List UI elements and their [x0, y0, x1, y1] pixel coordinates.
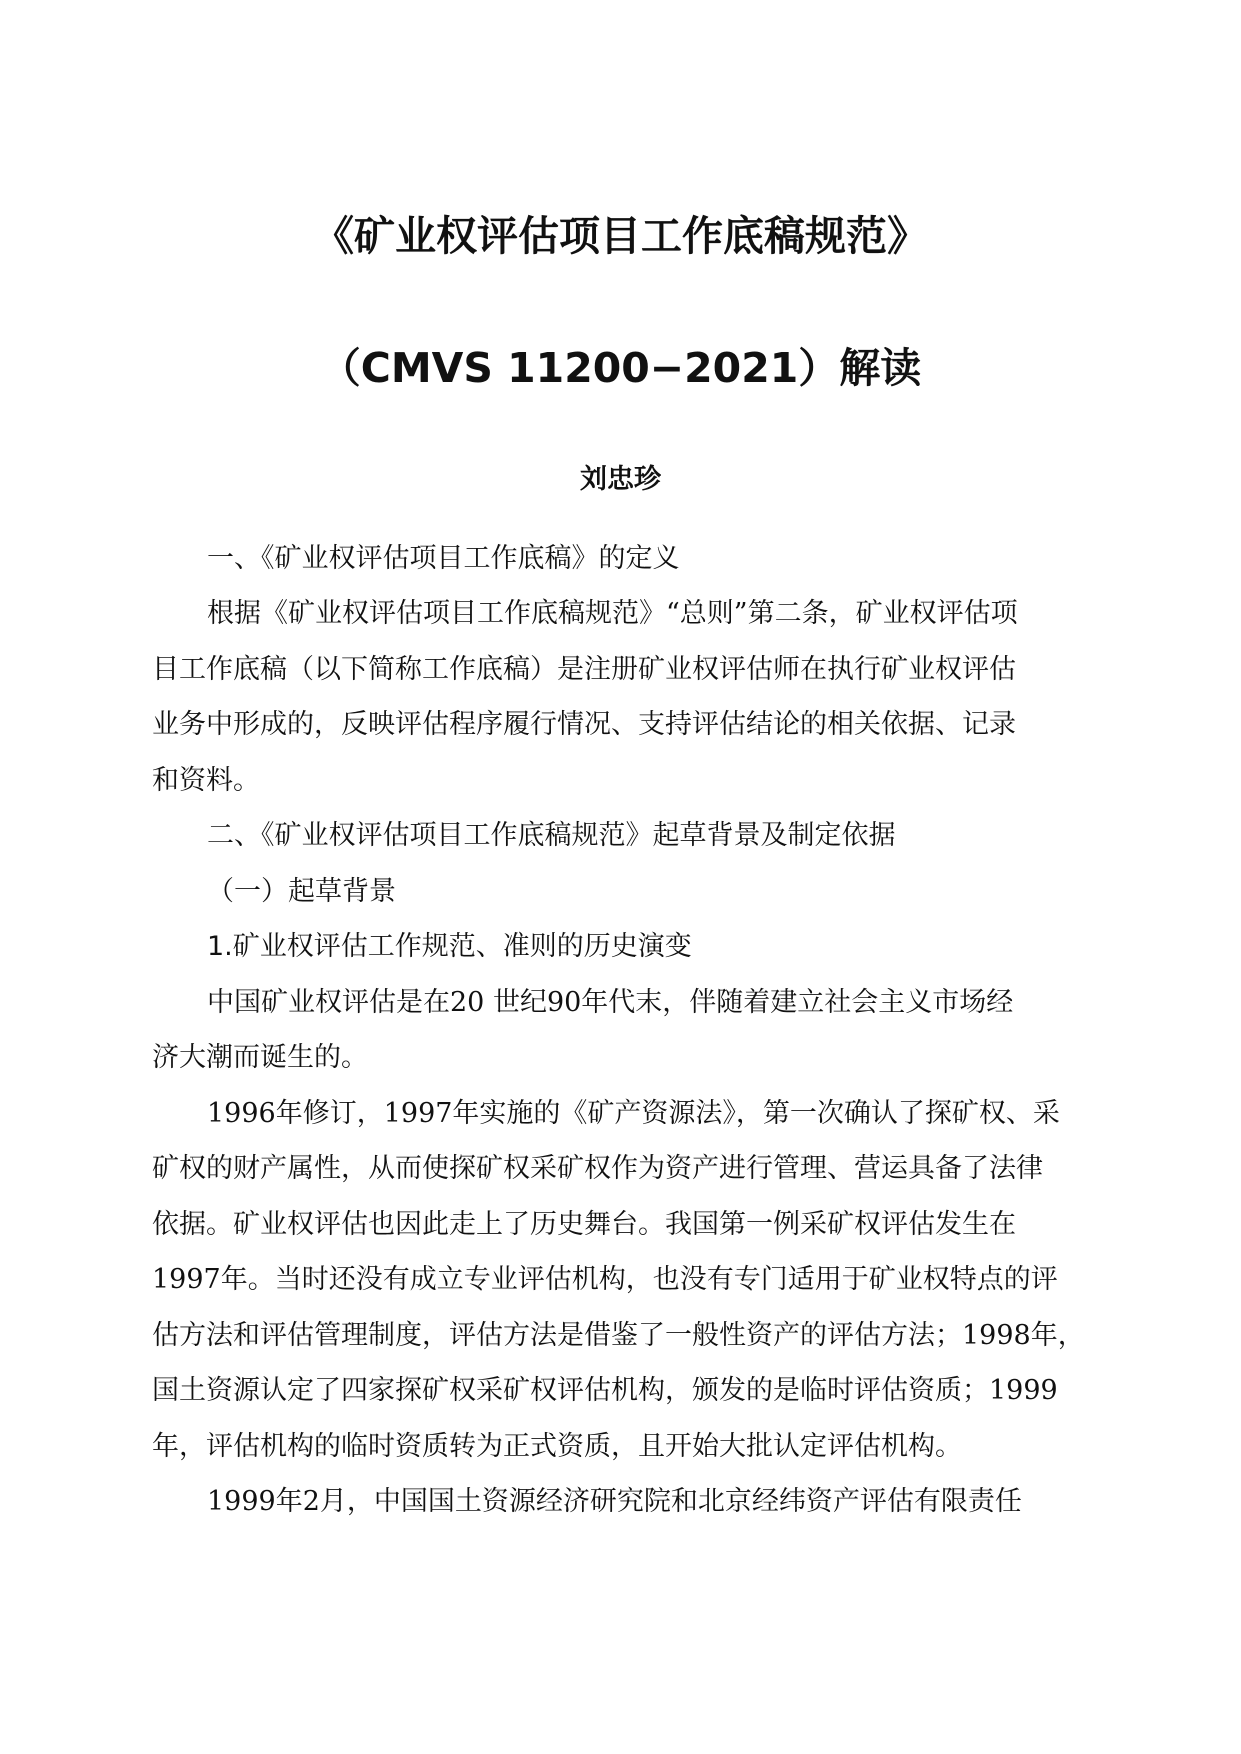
- section-2-paragraph-2-line: 依据。矿业权评估也因此走上了历史舞台。我国第一例采矿权评估发生在: [152, 1209, 1016, 1240]
- section-2-item-1: 1.矿业权评估工作规范、准则的历史演变: [207, 931, 692, 962]
- section-2-paragraph-2-line: 1996年修订，1997年实施的《矿产资源法》，第一次确认了探矿权、采: [207, 1098, 1060, 1129]
- document-title-line-2: （CMVS 11200−2021）解读: [319, 344, 922, 392]
- author-name: 刘忠珍: [580, 464, 661, 495]
- section-2-paragraph-2-line: 国土资源认定了四家探矿权采矿权评估机构，颁发的是临时评估资质；1999: [152, 1375, 1058, 1406]
- section-1-paragraph-line: 根据《矿业权评估项目工作底稿规范》“总则”第二条，矿业权评估项: [207, 598, 1018, 629]
- section-2-paragraph-2-line: 年，评估机构的临时资质转为正式资质，且开始大批认定评估机构。: [152, 1431, 962, 1462]
- section-2-paragraph-3-line: 1999年2月，中国国土资源经济研究院和北京经纬资产评估有限责任: [207, 1486, 1022, 1517]
- section-2-paragraph-2-line: 1997年。当时还没有成立专业评估机构，也没有专门适用于矿业权特点的评: [152, 1264, 1058, 1295]
- section-2-heading: 二、《矿业权评估项目工作底稿规范》起草背景及制定依据: [207, 820, 896, 851]
- section-2-paragraph-1-line: 济大潮而诞生的。: [152, 1042, 368, 1073]
- section-1-paragraph-line: 业务中形成的，反映评估程序履行情况、支持评估结论的相关依据、记录: [152, 709, 1016, 740]
- section-2-paragraph-2-line: 估方法和评估管理制度，评估方法是借鉴了一般性资产的评估方法；1998年，: [152, 1320, 1085, 1351]
- section-2-subheading: （一）起草背景: [207, 876, 396, 907]
- section-1-heading: 一、《矿业权评估项目工作底稿》的定义: [207, 543, 680, 574]
- section-1-paragraph-line: 和资料。: [152, 765, 260, 796]
- section-2-paragraph-2-line: 矿权的财产属性，从而使探矿权采矿权作为资产进行管理、营运具备了法律: [152, 1153, 1043, 1184]
- section-1-paragraph-line: 目工作底稿（以下简称工作底稿）是注册矿业权评估师在执行矿业权评估: [152, 654, 1016, 685]
- document-title-line-1: 《矿业权评估项目工作底稿规范》: [313, 212, 928, 260]
- section-2-paragraph-1-line: 中国矿业权评估是在20 世纪90年代末，伴随着建立社会主义市场经: [207, 987, 1014, 1018]
